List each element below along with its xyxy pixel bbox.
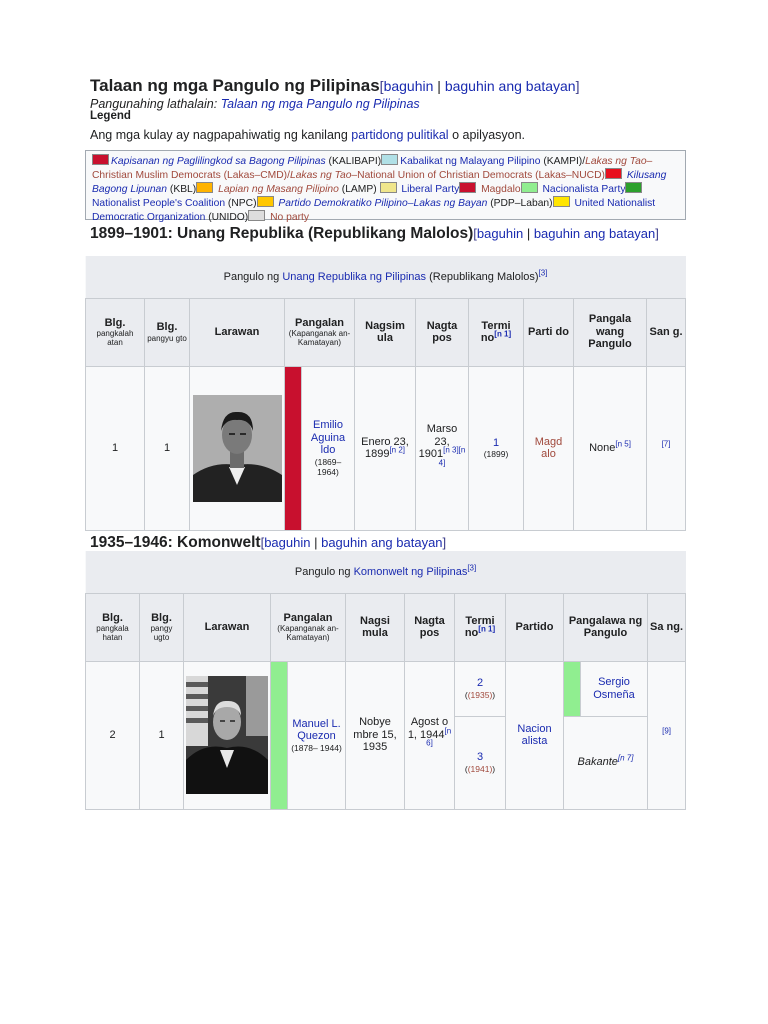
start-ref[interactable]: [n 2] xyxy=(389,445,406,455)
party-color-bar xyxy=(271,661,288,809)
col-header-blg-pangkalahatan: Blg. pangkalah atan xyxy=(86,298,145,366)
main-article-label: Pangunahing lathalain: xyxy=(90,97,218,111)
col-header-blg-pangyugto: Blg. pangyu gto xyxy=(145,298,190,366)
first-republic-table xyxy=(85,256,686,531)
col-header-larawan: Larawan xyxy=(190,298,285,366)
end-ref[interactable]: [n 3][n 4] xyxy=(438,445,466,467)
col-header-larawan: Larawan xyxy=(184,593,271,661)
legend-abbr-lakas-nucd: –National Union of Christian Democrats (Lakas–NUCD) xyxy=(351,170,605,181)
main-article-link[interactable]: Talaan ng mga Pangulo ng Pilipinas xyxy=(220,97,420,111)
cell-nagsimula: Nobye mbre 15, 1935 xyxy=(346,661,405,809)
cell-pangalawang-pangulo xyxy=(581,661,648,716)
col-header-nagtapos: Nagta pos xyxy=(405,593,455,661)
legend-description xyxy=(90,128,525,142)
cell-partido xyxy=(524,366,574,530)
legend-link-pdp-laban[interactable]: Partido Demokratiko Pilipino–Lakas ng Bayan xyxy=(278,198,488,209)
legend-desc-after: o apilyasyon. xyxy=(448,128,526,142)
legend-abbr-npc: (NPC) xyxy=(227,198,257,209)
col-header-partido: Parti do xyxy=(524,298,574,366)
caption-ref[interactable]: [3] xyxy=(467,562,477,572)
cell-termino: 3 ((1941)) xyxy=(455,716,506,809)
legend-link-nacionalista[interactable]: Nacionalista Party xyxy=(542,184,626,195)
cell-termino: 2 ((1935)) xyxy=(455,661,506,716)
caption-text-after: (Republikang Malolos) xyxy=(426,270,539,283)
legend-link-kbl[interactable]: Kilusang Bagong Lipunan xyxy=(92,170,667,195)
life-years: (1869– 1964) xyxy=(314,456,342,477)
section2-edit-links: [baguhin | baguhin ang batayan] xyxy=(260,535,447,550)
col-header-sanggunian: Sa ng. xyxy=(648,593,686,661)
cell-sanggunian xyxy=(648,661,686,809)
section-heading-commonwealth xyxy=(90,535,446,551)
cell-pangalawang-pangulo: Bakante[n 7] xyxy=(564,716,648,809)
legend-desc-before: Ang mga kulay ay nagpapahiwatig ng kanilang xyxy=(90,128,352,142)
section1-edit-links: [baguhin | baguhin ang batayan] xyxy=(473,226,659,241)
vp-name-link[interactable]: Sergio Osmeña xyxy=(593,676,635,701)
legend-abbr-unido: (UNIDO) xyxy=(208,212,249,223)
legend-link-lakas-cmd[interactable]: Lakas ng Tao xyxy=(585,156,647,167)
legend-abbr-kampi: (KAMPI)/ xyxy=(543,156,586,167)
commonwealth-link[interactable]: Komonwelt ng Pilipinas xyxy=(353,565,468,578)
legend-abbr-kbl: (KBL) xyxy=(169,184,197,195)
political-party-link[interactable]: partidong pulitikal xyxy=(351,128,449,142)
section2-heading-text: 1935–1946: Komonwelt xyxy=(90,534,261,551)
term-year-link[interactable]: (1935) xyxy=(467,689,493,700)
legend-abbr-kalibapi: (KALIBAPI) xyxy=(328,156,382,167)
termino-ref[interactable]: [n 1] xyxy=(478,624,496,634)
portrait-aguinaldo[interactable] xyxy=(193,395,282,502)
table-caption xyxy=(86,256,686,298)
caption-ref[interactable]: [3] xyxy=(538,267,548,277)
section1-edit-link[interactable]: baguhin xyxy=(476,226,524,241)
cell-pangalawang-pangulo: None[n 5] xyxy=(574,366,647,530)
legend-link-kalibapi[interactable]: Kapisanan ng Paglilingkod sa Bagong Pilipinas xyxy=(111,156,326,167)
party-color-legend xyxy=(85,150,686,223)
table-row xyxy=(86,661,686,716)
col-header-pangalan: Pangalan (Kapanganak an- Kamatayan) xyxy=(285,298,355,366)
cell-nagtapos: Marso 23, 1901[n 3][n 4] xyxy=(416,366,469,530)
page-title xyxy=(90,76,710,96)
vp-ref[interactable]: [n 7] xyxy=(617,753,634,763)
section2-edit-source-link[interactable]: baguhin ang batayan xyxy=(321,535,443,550)
president-name-link[interactable]: Manuel L. Quezon xyxy=(292,717,341,742)
life-years: (1878– 1944) xyxy=(291,742,342,753)
first-republic-link[interactable]: Unang Republika ng Pilipinas xyxy=(282,270,427,283)
main-article-note xyxy=(90,97,710,111)
edit-link[interactable]: baguhin xyxy=(383,78,434,94)
col-header-pangalawang-pangulo: Pangala wang Pangulo xyxy=(574,298,647,366)
legend-swatch-nacionalista xyxy=(521,182,538,193)
table-row xyxy=(86,366,686,530)
section1-heading-text: 1899–1901: Unang Republika (Republikang Malolos) xyxy=(90,225,474,242)
caption-text: Pangulo ng xyxy=(223,270,283,283)
term-link[interactable]: 3 xyxy=(476,751,484,764)
col-header-nagtapos: Nagta pos xyxy=(416,298,469,366)
table-caption xyxy=(86,551,686,593)
row-ref[interactable]: [7] xyxy=(661,439,671,449)
legend-swatch-no-party xyxy=(248,210,265,221)
row-ref[interactable]: [9] xyxy=(662,726,671,736)
legend-swatch-kbl xyxy=(605,168,622,179)
portrait-cell xyxy=(190,366,285,530)
legend-swatch-unido xyxy=(553,196,570,207)
term-link[interactable]: 2 xyxy=(476,677,484,690)
section2-edit-link[interactable]: baguhin xyxy=(264,535,311,550)
termino-ref[interactable]: [n 1] xyxy=(494,329,512,339)
cell-sanggunian xyxy=(647,366,686,530)
col-header-pangalan: Pangalan (Kapanganak an- Kamatayan) xyxy=(271,593,346,661)
term-year-link[interactable]: (1941) xyxy=(467,763,493,774)
col-header-blg-pangyugto: Blg. pangy ugto xyxy=(140,593,184,661)
legend-link-kampi[interactable]: Kabalikat ng Malayang Pilipino xyxy=(400,156,541,167)
term-year: (1899) xyxy=(483,449,509,460)
vp-party-color-bar xyxy=(564,661,581,716)
legend-link-magdalo[interactable]: Magdalo xyxy=(481,184,521,195)
portrait-cell xyxy=(184,661,271,809)
legend-swatch-magdalo xyxy=(459,182,476,193)
cell-pangalan xyxy=(288,661,346,809)
cell-partido xyxy=(506,661,564,809)
portrait-quezon[interactable] xyxy=(186,676,268,794)
cell-blg-pangyugto: 1 xyxy=(145,366,190,530)
col-header-nagsimula: Nagsi mula xyxy=(346,593,405,661)
cell-blg-pangkalahatan: 1 xyxy=(86,366,145,530)
end-ref[interactable]: [n 6] xyxy=(426,726,452,748)
legend-heading: Legend xyxy=(90,110,131,122)
section1-edit-source-link[interactable]: baguhin ang batayan xyxy=(533,226,656,241)
legend-abbr-lakas-cmd: –Christian Muslim Democrats (Lakas–CMD)/ xyxy=(92,156,653,181)
cell-termino xyxy=(469,366,524,530)
edit-source-link[interactable]: baguhin ang batayan xyxy=(444,78,576,94)
page-title-text: Talaan ng mga Pangulo ng Pilipinas xyxy=(90,76,380,95)
cell-blg-pangkalahatan: 2 xyxy=(86,661,140,809)
legend-link-lakas-nucd[interactable]: Lakas ng Tao xyxy=(289,170,352,181)
legend-swatch-kampi xyxy=(381,154,398,165)
party-link[interactable]: Magd alo xyxy=(534,435,563,460)
commonwealth-table xyxy=(85,551,686,810)
cell-nagsimula: Enero 23, 1899[n 2] xyxy=(355,366,416,530)
party-link[interactable]: Nacion alista xyxy=(517,722,552,747)
legend-abbr-lamp: (LAMP) xyxy=(341,184,377,195)
legend-link-lamp[interactable]: Lapian ng Masang Pilipino xyxy=(218,184,339,195)
col-header-nagsimula: Nagsim ula xyxy=(355,298,416,366)
vp-ref[interactable]: [n 5] xyxy=(615,439,631,449)
legend-abbr-pdp-laban: (PDP–Laban) xyxy=(490,198,553,209)
col-header-termino: Termi no[n 1] xyxy=(469,298,524,366)
cell-pangalan xyxy=(302,366,355,530)
legend-swatch-npc xyxy=(625,182,642,193)
edit-links: [baguhin | baguhin ang batayan] xyxy=(379,78,580,94)
legend-label-no-party: No party xyxy=(270,212,310,223)
legend-swatch-lamp xyxy=(196,182,213,193)
cell-nagtapos: Agost o 1, 1944[n 6] xyxy=(405,661,455,809)
legend-swatch-kalibapi xyxy=(92,154,109,165)
term-link[interactable]: 1 xyxy=(492,436,500,449)
legend-swatch-pdp-laban xyxy=(257,196,274,207)
president-name-link[interactable]: Emilio Aguina ldo xyxy=(310,419,346,457)
section-heading-first-republic xyxy=(90,226,690,242)
cell-blg-pangyugto: 1 xyxy=(140,661,184,809)
col-header-blg-pangkalahatan: Blg. pangkala hatan xyxy=(86,593,140,661)
party-color-bar xyxy=(285,366,302,530)
title-block xyxy=(90,76,710,111)
col-header-sanggunian: San g. xyxy=(647,298,686,366)
col-header-pangalawang-pangulo: Pangalawa ng Pangulo xyxy=(564,593,648,661)
col-header-termino: Termi no[n 1] xyxy=(455,593,506,661)
legend-link-unido[interactable]: United Nationalist Democratic Organization xyxy=(92,198,656,223)
col-header-partido: Partido xyxy=(506,593,564,661)
caption-text: Pangulo ng xyxy=(294,565,354,578)
legend-swatch-liberal xyxy=(380,182,397,193)
legend-link-npc[interactable]: Nationalist People's Coalition xyxy=(92,198,226,209)
legend-link-liberal[interactable]: Liberal Party xyxy=(401,184,460,195)
